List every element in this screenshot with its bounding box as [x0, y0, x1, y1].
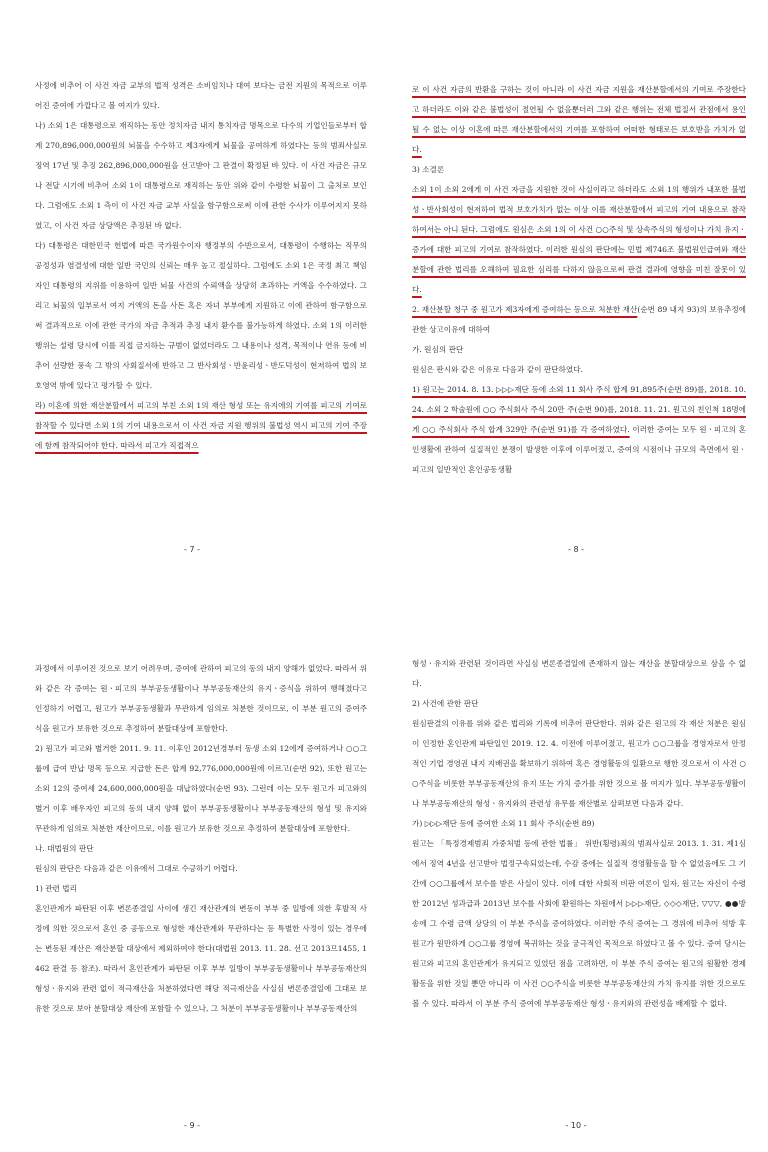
paragraph	[412, 814, 746, 834]
text-segment: 원심판결의 이유를 위와 같은 법리와 기록에 비추어 판단한다. 위와 같은 원고의 각 재산 처분은 원심이 인정한 혼인관계 파탄일인 2019. 12. 4. 이전에 이루어졌고, 원고가 ○○그룹을 경영자로서 안정적인 기업 경영권 내지 지배권을 확보하기 위하여 혹은 경영활동의 일환으로 행한 것으로서 이 사건 ○○주식을 비롯한 부부공동재산의 유지 또는 가치 증가를 위한 것으로 볼 여지가 있다. 부부공동생활이나 부부공동재산의 형성ㆍ유지와의 관련성 유무를 재산별로 살펴보면 다음과 같다.	[412, 719, 746, 808]
highlighted-text: 소외 1이 소외 2에게 이 사건 자금을 지원한 것이 사실이라고 하더라도 소외 1의 행위가 내포한 불법성ㆍ반사회성이 현저하여 법적 보호가치가 없는 이상 이를 재산분할에서 피고의 기여 내용으로 참작하여서는 아니 된다. 그럼에도 원심은 소외 1의 이 사건 ○○주식 및 상속주식의 형성이나 가치 유지ㆍ증가에 대한 피고의 기여로 참작하였다. 이러한 원심의 판단에는 민법 제746조 불법원인급여와 재산분할에 관한 법리를 오해하여 필요한 심리를 다하지 않음으로써 판결 결과에 영향을 미친 잘못이 있다.	[412, 185, 746, 294]
paragraph	[35, 396, 367, 456]
paragraph	[412, 714, 746, 814]
page-number: - 9 -	[184, 1121, 200, 1130]
paragraph	[412, 340, 746, 360]
text-segment: 원심은 판시와 같은 이유로 다음과 같이 판단하였다.	[412, 365, 583, 374]
paragraph	[35, 839, 367, 859]
page-number: - 8 -	[568, 545, 584, 554]
paragraph	[412, 180, 746, 300]
paragraph	[412, 300, 746, 340]
paragraph	[412, 160, 746, 180]
text-segment: 형성ㆍ유지와 관련된 것이라면 사실심 변론종결일에 존재하지 않는 재산을 분할대상으로 삼을 수 없다.	[412, 659, 746, 688]
paragraph	[35, 859, 367, 879]
text-segment: 과정에서 이루어진 것으로 보기 어려우며, 증여에 관하여 피고의 동의 내지 양해가 없었다. 따라서 위와 같은 각 증여는 원ㆍ피고의 부부공동생활이나 부부공동재산의 유지ㆍ증식을 위하여 행해졌다고 인정하기 어렵고, 원고가 부부공동생활과 무관하게 임의로 처분한 것이므로, 이 부분 원고의 증여주식을 원고가 보유한 것으로 추정하여 분할대상에 포함한다.	[35, 664, 367, 733]
text-segment: 가) ▷▷▷재단 등에 증여한 소외 11 회사 주식(순번 89)	[412, 819, 595, 828]
text-segment: 2) 원고가 피고와 별거한 2011. 9. 11. 이후인 2012년경부터 동생 소외 12에게 증여하거나 ○○그룹에 급여 반납 명목 등으로 지급한 돈은 합계 92,776,000,000원에 이르고(순번 92), 또한 원고는 소외 12의 증여세 24,600,000,000원을 대납하였다(순번 93). 그런데 이는 모두 원고가 피고와의 별거 이후 배우자인 피고의 동의 내지 양해 없이 부부공동생활이나 부부공동재산의 형성 및 유지와 무관하게 임의로 처분한 재산이므로, 이를 원고가 보유한 것으로 추정하여 분할대상에 포함한다.	[35, 744, 367, 833]
paragraph	[412, 380, 746, 480]
paragraph	[412, 360, 746, 380]
paragraph	[35, 899, 367, 1019]
text-segment: 3) 소결론	[412, 165, 445, 174]
text-segment: (순번 89 내지 93)의 보유추정에 관한 상고이유에 대하여	[412, 305, 746, 334]
page-8	[384, 0, 768, 576]
page-body	[35, 659, 367, 1019]
paragraph	[35, 116, 367, 236]
paragraph	[35, 236, 367, 396]
text-segment: 다) 대통령은 대한민국 헌법에 따른 국가원수이자 행정부의 수반으로서, 대통령이 수행하는 직무의 공정성과 염결성에 대한 일반 국민의 신뢰는 매우 높고 절실하다. 그럼에도 소외 1은 국정 최고 책임자인 대통령의 지위를 이용하여 일반 뇌물 사건의 수뢰액을 상당히 초과하는 거액을 수수하였다. 그리고 뇌물의 일부로서 여지 거액의 돈을 사돈 혹은 자녀 부부에게 지원하고 이에 관하여 함구함으로써 결과적으로 이에 관한 국가의 자금 추적과 추징 내지 환수를 불가능하게 하였다. 소외 1의 이러한 행위는 설령 당시에 이를 직접 금지하는 규범이 없었더라도 그 내용이나 성격, 목적이나 연유 등에 비추어 선량한 풍속 그 밖의 사회질서에 반하고 그 반사회성ㆍ반윤리성ㆍ반도덕성이 현저하여 법의 보호영역 밖에 있다고 평가할 수 있다.	[35, 241, 367, 390]
highlighted-text: 라) 이혼에 의한 재산분할에서 피고의 부친 소외 1의 재산 형성 또는 유지에의 기여를 피고의 기여로 참작할 수 있다면 소외 1의 기여 내용으로서 이 사건 자금 지원 행위의 불법성 역시 피고의 기여 주장에 함께 참작되어야 한다. 따라서 피고가 직접적으	[35, 401, 367, 450]
page-body	[412, 80, 746, 480]
page-body	[412, 654, 746, 1014]
text-segment: 이러한 증여는 모두 원ㆍ피고의 혼인생활에 관하여 실질적인 분쟁이 발생한 이후에 이루어졌고, 증여의 시점이나 규모의 측면에서 원ㆍ피고의 일반적인 혼인공동생활	[412, 425, 746, 474]
paragraph	[35, 659, 367, 739]
paragraph	[412, 654, 746, 694]
text-segment: 원심의 판단은 다음과 같은 이유에서 그대로 수긍하기 어렵다.	[35, 864, 238, 873]
text-segment: 원고는 「특정경제범죄 가중처벌 등에 관한 법률」 위반(횡령)죄의 범죄사실로 2013. 1. 31. 제1심에서 징역 4년을 선고받아 법정구속되었는데, 수감 중에는 실질적 경영활동을 할 수 없었음에도 그 기간에 ○○그룹에서 보수를 받은 사실이 있다. 이에 대한 사회적 비판 여론이 일자, 원고는 자신이 수령한 2012년 성과급과 2013년 보수를 사회에 환원하는 차원에서 ▷▷▷재단, ◇◇◇재단, ▽▽▽, ●●방송에 그 수령 금액 상당의 이 부분 주식을 증여하였다. 이러한 주식 증여는 그 경위에 비추어 석방 후 원고가 원만하게 ○○그룹 경영에 복귀하는 것을 궁극적인 목적으로 하였다고 볼 수 있다. 증여 당시는 원고와 피고의 혼인관계가 유지되고 있었던 점을 고려하면, 이 부분 주식 증여는 원고의 원활한 경제활동을 위한 것일 뿐만 아니라 이 사건 ○○주식을 비롯한 부부공동재산의 가치 유지를 위한 것으로도 볼 수 있다. 따라서 이 부분 주식 증여에 부부공동재산 형성ㆍ유지와의 관련성을 배제할 수 없다.	[412, 839, 746, 1008]
text-segment: 나. 대법원의 판단	[35, 844, 94, 853]
highlighted-text: 로 이 사건 자금의 반환을 구하는 것이 아니라 이 사건 자금 지원을 재산분할에서의 기여로 주장한다고 하더라도 이와 같은 불법성이 절연될 수 없을뿐더러 그와 같은 행위는 전체 법질서 관점에서 용인될 수 없는 이상 이혼에 따른 재산분할에서의 기여를 포함하여 어떠한 형태로든 보호받을 가치가 없다.	[412, 85, 746, 154]
text-segment: 나) 소외 1은 대통령으로 재직하는 동안 정치자금 내지 통치자금 명목으로 다수의 기업인들로부터 합계 270,896,000,000원의 뇌물을 수수하고 제3자에게 뇌물을 공여하게 하였다는 등의 범죄사실로 징역 17년 및 추징 262,896,000,000원을 선고받아 그 판결이 확정된 바 있다. 이 사건 자금은 규모나 전달 시기에 비추어 소외 1이 대통령으로 재직하는 동안 위와 같이 수령한 뇌물이 그 출처로 보인다. 그럼에도 소외 1 측이 이 사건 자금 교부 사실을 함구함으로써 이에 관한 수사가 이루어지지 못하였고, 이 사건 자금 상당액은 추징된 바 없다.	[35, 121, 367, 230]
text-segment: 2) 사건에 관한 판단	[412, 699, 479, 708]
paragraph	[412, 80, 746, 160]
paragraph	[35, 879, 367, 899]
page-10	[384, 576, 768, 1152]
page-number: - 10 -	[565, 1121, 587, 1130]
text-segment: 1) 관련 법리	[35, 884, 77, 893]
paragraph	[412, 694, 746, 714]
page-7	[0, 0, 384, 576]
highlighted-text: 1) 원고는 2014. 8. 13. ▷▷▷재단 등에 소외 11 회사 주식 합계 91,895주(순번 89)를, 2018. 10. 24. 소외 2 학술원에 ○○ 주식회사 주식 20만 주(순번 90)를, 2018. 11. 21. 원고의 친인척 18명에게 ○○ 주식회사 주식 합계 329만 주(순번 91)를 각 증여하였다.	[412, 385, 746, 434]
page-9	[0, 576, 384, 1152]
text-segment: 가. 원심의 판단	[412, 345, 464, 354]
page-body	[35, 76, 367, 456]
paragraph	[412, 834, 746, 1014]
paragraph	[35, 76, 367, 116]
text-segment: 사정에 비추어 이 사건 자금 교부의 법적 성격은 소비임치나 대여 보다는 금전 지원의 목적으로 이루어진 증여에 가깝다고 볼 여지가 있다.	[35, 81, 367, 110]
paragraph	[35, 739, 367, 839]
page-number: - 7 -	[184, 545, 200, 554]
highlighted-text: 2. 재산분할 청구 중 원고가 제3자에게 증여하는 등으로 처분한 재산	[412, 305, 638, 314]
text-segment: 혼인관계가 파탄된 이후 변론종결일 사이에 생긴 재산관계의 변동이 부부 중 일방에 의한 후발적 사정에 의한 것으로서 혼인 중 공동으로 형성한 재산관계와 무관하다는 등 특별한 사정이 있는 경우에는 변동된 재산은 재산분할 대상에서 제외하여야 한다(대법원 2013. 11. 28. 선고 2013므1455, 1462 판결 등 참조). 따라서 혼인관계가 파탄된 이후 부부 일방이 부부공동생활이나 부부공동재산의 형성ㆍ유지와 관련 없이 적극재산을 처분하였다면 해당 적극재산을 사실심 변론종결일에 그대로 보유한 것으로 보아 분할대상 재산에 포함할 수 있으나, 그 처분이 부부공동생활이나 부부공동재산의	[35, 904, 367, 1013]
